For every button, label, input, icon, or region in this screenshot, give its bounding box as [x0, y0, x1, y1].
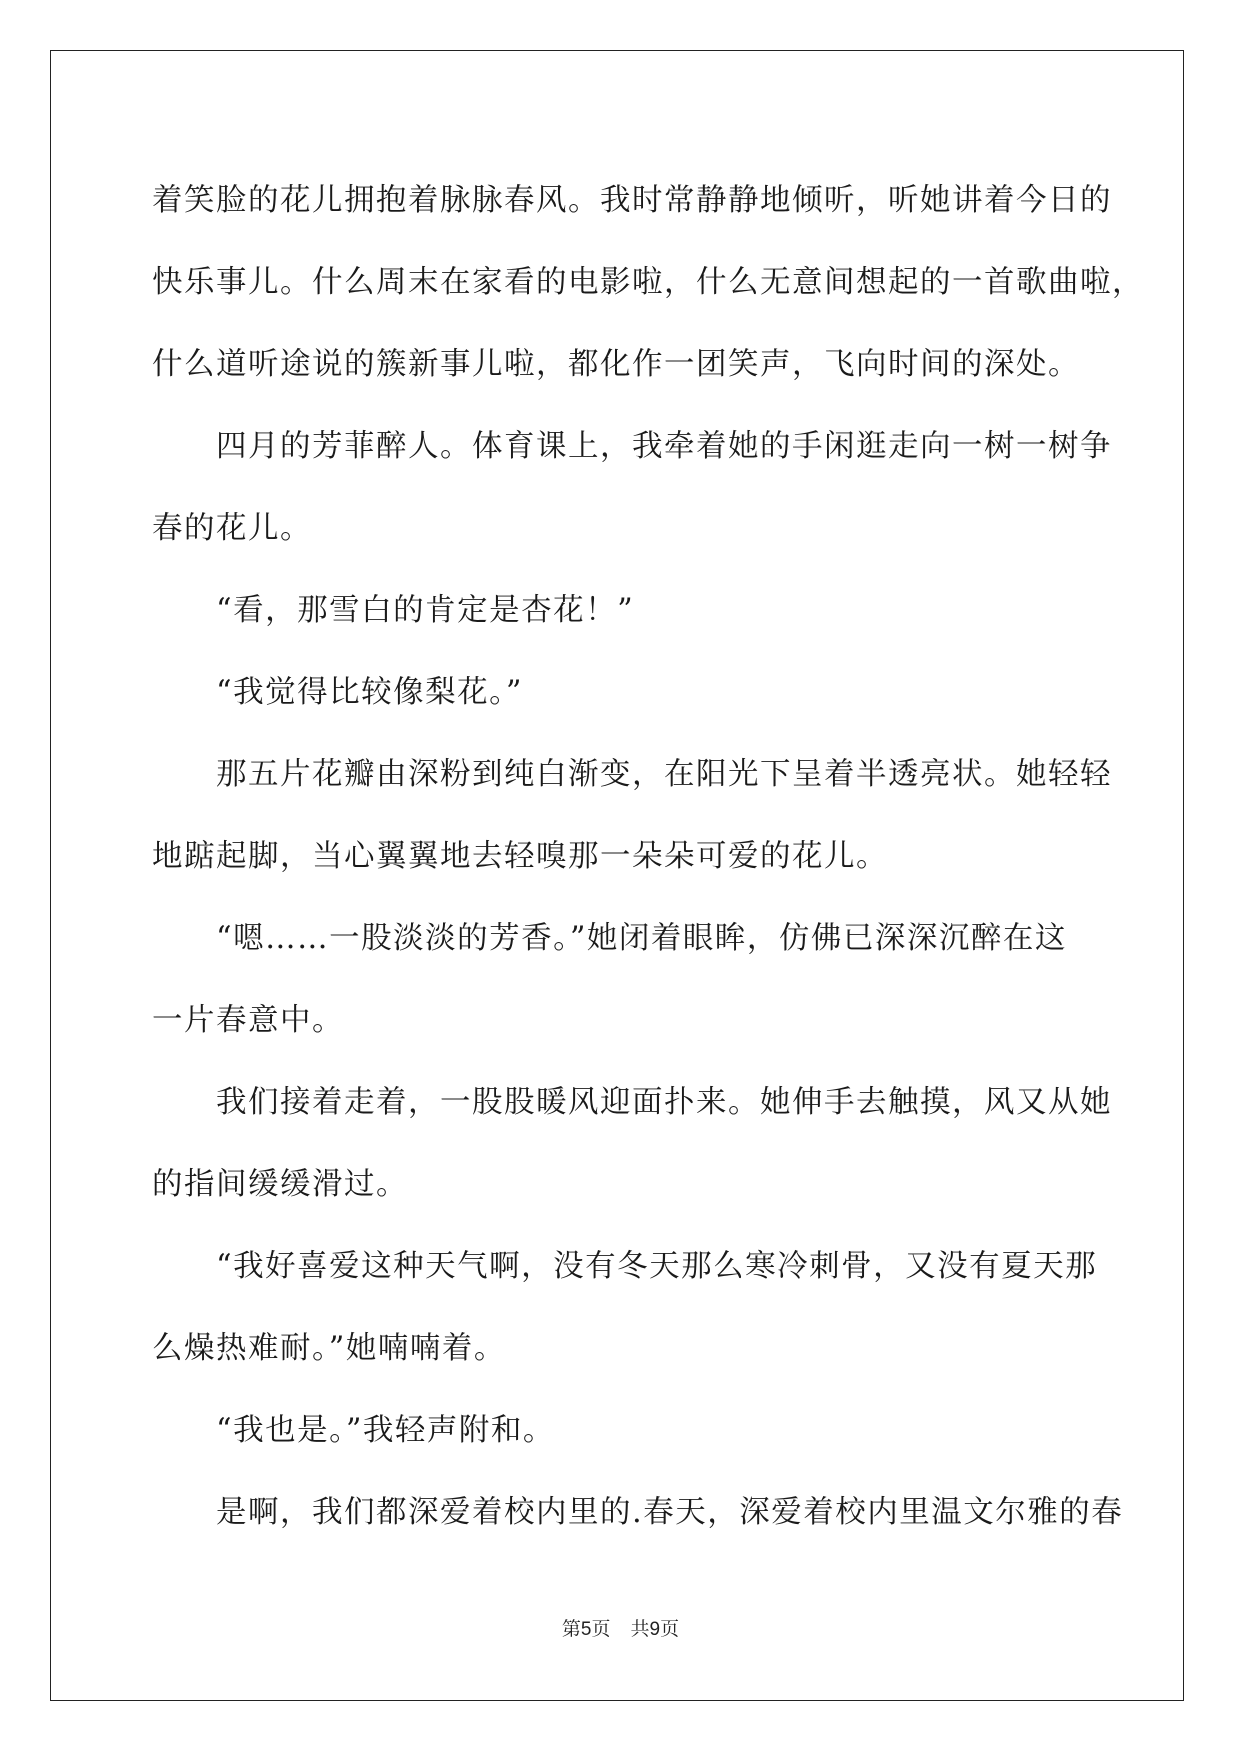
text-line: “嗯……一股淡淡的芳香。”她闭着眼眸，仿佛已深深沉醉在这: [152, 921, 1067, 956]
document-body: [152, 160, 1144, 1554]
text-line: 么燥热难耐。”她喃喃着。: [152, 1331, 506, 1366]
text-line: 那五片花瓣由深粉到纯白渐变，在阳光下呈着半透亮状。她轻轻: [152, 757, 1112, 792]
text-line: 四月的芳菲醉人。体育课上，我牵着她的手闲逛走向一树一树争: [152, 429, 1112, 464]
text-line: 我们接着走着，一股股暖风迎面扑来。她伸手去触摸，风又从她: [152, 1085, 1112, 1120]
text-line: 什么道听途说的簇新事儿啦，都化作一团笑声，飞向时间的深处。: [152, 347, 1080, 382]
total-prefix: 共: [630, 1618, 650, 1640]
text-line: “我好喜爱这种天气啊，没有冬天那么寒冷刺骨，又没有夏天那: [152, 1249, 1098, 1284]
text-line: “看，那雪白的肯定是杏花！”: [152, 593, 635, 628]
text-line: 快乐事儿。什么周末在家看的电影啦，什么无意间想起的一首歌曲啦，: [152, 265, 1144, 300]
text-line: 地踮起脚，当心翼翼地去轻嗅那一朵朵可爱的花儿。: [152, 839, 888, 874]
text-line: 春的花儿。: [152, 511, 312, 546]
text-line: 着笑脸的花儿拥抱着脉脉春风。我时常静静地倾听，听她讲着今日的: [152, 183, 1112, 218]
page-prefix: 第: [561, 1618, 581, 1640]
text-line: 是啊，我们都深爱着校内里的.春天，深爱着校内里温文尔雅的春: [152, 1495, 1124, 1530]
text-line: 一片春意中。: [152, 1003, 344, 1038]
text-line: “我觉得比较像梨花。”: [152, 675, 523, 710]
page-footer: [0, 1614, 1241, 1641]
total-page-count: 9: [649, 1619, 661, 1640]
text-line: “我也是。”我轻声附和。: [152, 1413, 555, 1448]
total-suffix: 页: [660, 1618, 680, 1640]
text-line: 的指间缓缓滑过。: [152, 1167, 408, 1202]
page-suffix: 页: [591, 1618, 611, 1640]
text-block: [152, 160, 1144, 1554]
current-page-number: 5: [580, 1619, 592, 1640]
